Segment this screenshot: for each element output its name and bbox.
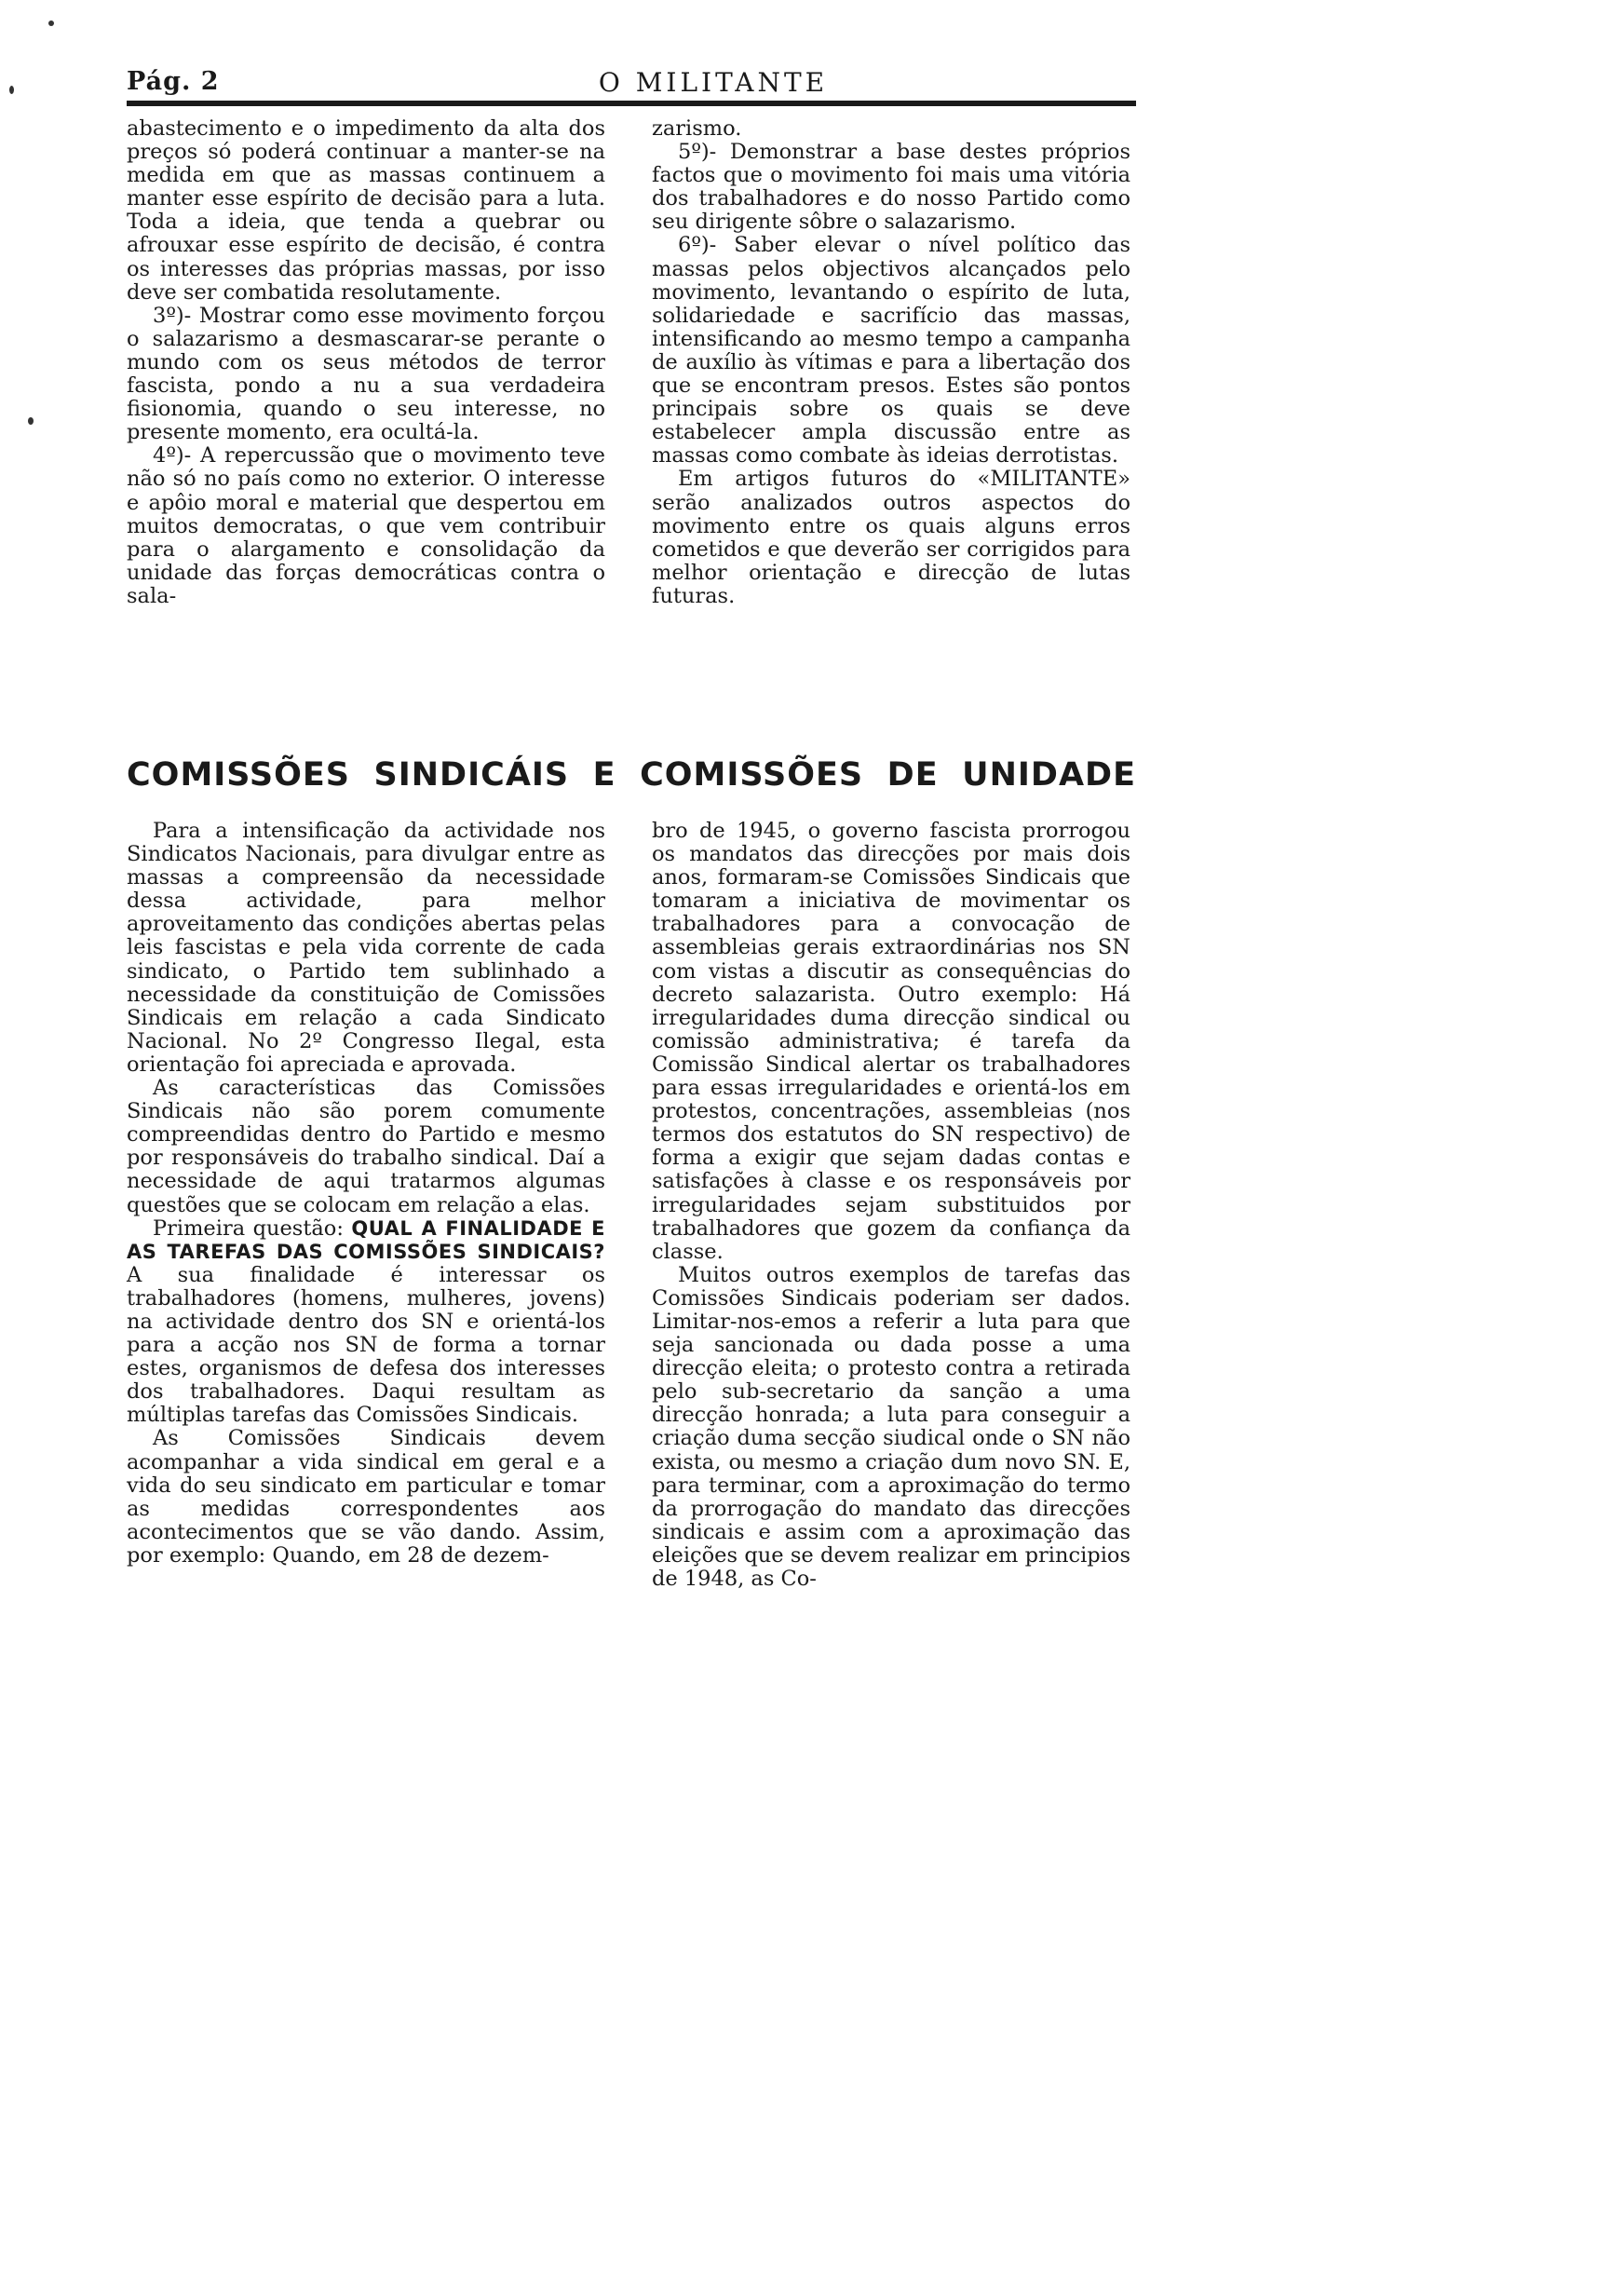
paragraph: Muitos outros exemplos de tarefas das Comissões Sindicais poderiam ser dados. Limitar-nos-emos a referir a luta para que seja sancionada ou dada posse a uma direcção eleita; o protesto contra a retirada pelo sub-secretario da sanção a uma direcção honrada; a luta para conseguir a criação duma secção siudical onde o SN não exista, ou mesmo a criação dum novo SN. E, para terminar, com a aproximação do termo da prorrogação do mandato das direcções sindicais e assim com a aproximação das eleições que se devem realizar em principios de 1948, as Co- <box>652 1262 1130 1591</box>
continued-article-right-column <box>652 117 1130 608</box>
paragraph: 6º)- Saber elevar o nível político das massas pelos objectivos alcançados pelo movimento, levantando o espírito de luta, solidariedade e sacrifício das massas, intensificando ao mesmo tempo a campanha de auxílio às vítimas e para a libertação dos que se encontram presos. Estes são pontos principais sobre os quais se deve estabelecer ampla discussão entre as massas como combate às ideias derrotistas. <box>652 233 1130 469</box>
scan-speck <box>48 20 54 26</box>
paragraph: Para a intensificação da actividade nos Sindicatos Nacionais, para divulgar entre as massas a compreensão da necessidade dessa actividade, para melhor aproveitamento das condições abertas pelas leis fascistas e pela vida corrente de cada sindicato, o Partido tem sublinhado a necessidade da constituição de Comissões Sindicais em relação a cada Sindicato Nacional. No 2º Congresso Ilegal, esta orientação foi apreciada e aprovada. <box>127 819 605 1077</box>
paragraph: 4º)- A repercussão que o movimento teve não só no país como no exterior. O interesse e apôio moral e material que despertou em muitos democratas, o que vem contribuir para o alargamento e consolidação da unidade das forças democráticas contra o sala- <box>127 443 605 608</box>
article-left-column <box>127 820 605 1568</box>
article-headline: COMISSÕES SINDICÁIS E COMISSÕES DE UNIDADE <box>127 756 1136 794</box>
scan-speck <box>9 86 14 94</box>
masthead-title: O MILITANTE <box>598 67 829 98</box>
paragraph <box>127 1217 605 1428</box>
article-right-column <box>652 820 1130 1591</box>
question-subheading: QUAL A FINALIDADE E AS TAREFAS DAS COMISSÕES SINDICAIS? <box>127 1216 605 1263</box>
paragraph: 5º)- Demonstrar a base destes próprios factos que o movimento foi mais uma vitória dos trabalhadores e do nosso Partido como seu dirigente sôbre o salazarismo. <box>652 140 1130 235</box>
continued-article-left-column <box>127 117 605 608</box>
question-lead: Primeira questão: <box>153 1215 352 1241</box>
paragraph: Em artigos futuros do «MILITANTE» serão analizados outros aspectos do movimento entre os quais alguns erros cometidos e que deverão ser corrigidos para melhor orientação e direcção de lutas futuras. <box>652 467 1130 608</box>
paragraph: zarismo. <box>652 116 742 141</box>
paragraph: As Comissões Sindicais devem acompanhar a vida sindical em geral e a vida do seu sindicato em particular e tomar as medidas correspondentes aos acontecimentos que se vão dando. Assim, por exemplo: Quando, em 28 de dezem- <box>127 1426 605 1568</box>
scan-speck <box>28 417 34 425</box>
paragraph: As características das Comissões Sindicais não são porem comumente compreendidas dentro do Partido e mesmo por responsáveis do trabalho sindical. Daí a necessidade de aqui tratarmos algumas questões que se colocam em relação a elas. <box>127 1076 605 1217</box>
question-text: A sua finalidade é interessar os trabalhadores (homens, mulheres, jovens) na actividade dentro dos SN e orientá-los para a acção nos SN de forma a tornar estes, organismos de defesa dos interesses dos trabalhadores. Daqui resultam as múltiplas tarefas das Comissões Sindicais. <box>127 1262 605 1428</box>
paragraph: bro de 1945, o governo fascista prorrogou os mandatos das direcções por mais dois anos, formaram-se Comissões Sindicais que tomaram a iniciativa de movimentar os trabalhadores para a convocação de assembleias gerais extraordinárias nos SN com vistas a discutir as consequências do decreto salazarista. Outro exemplo: Há irregularidades duma direcção sindical ou comissão administrativa; é tarefa da Comissão Sindical alertar os trabalhadores para essas irregularidades e orientá-los em protestos, concentrações, assembleias (nos termos dos estatutos do SN respectivo) de forma a exigir que sejam dadas contas e satisfações à classe e os responsáveis por irregularidades sejam substituidos por trabalhadores que gozem da confiança da classe. <box>652 819 1130 1264</box>
paragraph: 3º)- Mostrar como esse movimento forçou o salazarismo a desmascarar-se perante o mundo com os seus métodos de terror fascista, pondo a nu a sua verdadeira fisionomia, quando o seu interesse, no presente momento, era ocultá-la. <box>127 303 605 445</box>
page-header <box>127 63 1136 101</box>
paragraph: abastecimento e o impedimento da alta dos preços só poderá continuar a manter-se na medida em que as massas continuem a manter esse espírito de decisão para a luta. Toda a ideia, que tenda a quebrar ou afrouxar esse espírito de decisão, é contra os interesses das próprias massas, por isso deve ser combatida resolutamente. <box>127 116 605 305</box>
header-rule <box>127 101 1136 106</box>
page-number: Pág. 2 <box>127 67 220 96</box>
